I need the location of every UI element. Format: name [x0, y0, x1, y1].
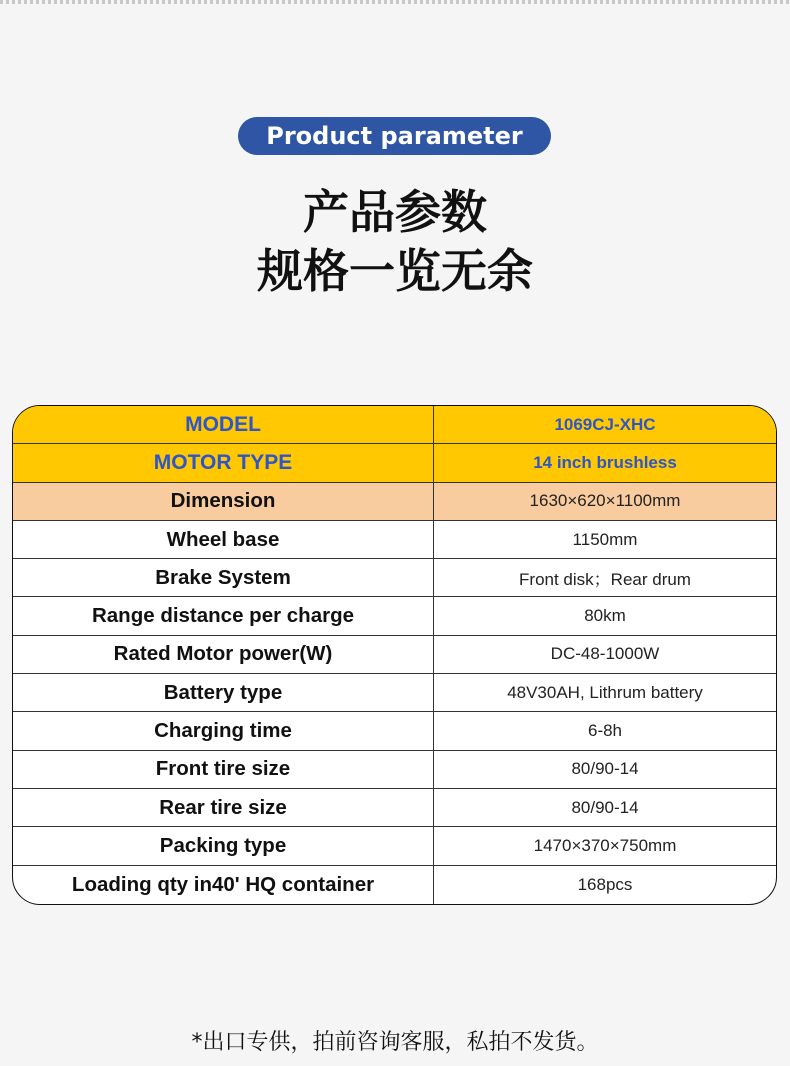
spec-row-packing-type [13, 827, 776, 865]
spec-row-range [13, 597, 776, 635]
spec-label: MODEL [13, 406, 434, 443]
spec-label: MOTOR TYPE [13, 444, 434, 481]
spec-label: Rated Motor power(W) [13, 636, 434, 673]
spec-value: 80/90-14 [571, 759, 639, 779]
spec-value: 1150mm [572, 529, 638, 549]
spec-value: 80/90-14 [571, 797, 639, 817]
spec-value: 1069CJ-XHC [554, 414, 656, 434]
top-border-strip [0, 0, 790, 4]
spec-value: DC-48-1000W [550, 644, 660, 664]
spec-value: 48V30AH, Lithrum battery [507, 682, 703, 702]
spec-value: 80km [584, 606, 626, 626]
spec-row-rear-tire [13, 789, 776, 827]
spec-row-model [13, 406, 776, 444]
spec-row-dimension [13, 483, 776, 521]
spec-table [12, 405, 777, 905]
spec-value: 6-8h [587, 721, 623, 741]
spec-row-motor-type [13, 444, 776, 482]
spec-row-front-tire [13, 751, 776, 789]
spec-row-charging-time [13, 712, 776, 750]
spec-value: 1630×620×1100mm [529, 491, 681, 511]
spec-label: Front tire size [13, 751, 434, 788]
spec-label: Brake System [13, 559, 434, 596]
spec-value: Front disk；Rear drum [519, 570, 691, 590]
spec-row-battery-type [13, 674, 776, 712]
spec-row-loading-qty [13, 866, 776, 904]
spec-value: 1470×370×750mm [533, 835, 677, 855]
spec-value: 14 inch brushless [533, 452, 677, 472]
spec-row-brake-system [13, 559, 776, 597]
spec-label: Battery type [13, 674, 434, 711]
product-parameter-badge: Product parameter [238, 117, 551, 155]
spec-label: Dimension [13, 483, 434, 520]
spec-row-wheel-base [13, 521, 776, 559]
page-title-line1: 产品参数 [303, 185, 487, 239]
spec-label: Loading qty in40' HQ container [13, 866, 434, 904]
spec-label: Rear tire size [13, 789, 434, 826]
spec-label: Packing type [13, 827, 434, 864]
page-title-line2: 规格一览无余 [257, 244, 533, 298]
spec-label: Wheel base [13, 521, 434, 558]
export-footnote: *出口专供，拍前咨询客服，私拍不发货。 [191, 1030, 599, 1055]
spec-value: 168pcs [577, 874, 633, 894]
spec-row-motor-power [13, 636, 776, 674]
spec-label: Charging time [13, 712, 434, 749]
spec-label: Range distance per charge [13, 597, 434, 634]
